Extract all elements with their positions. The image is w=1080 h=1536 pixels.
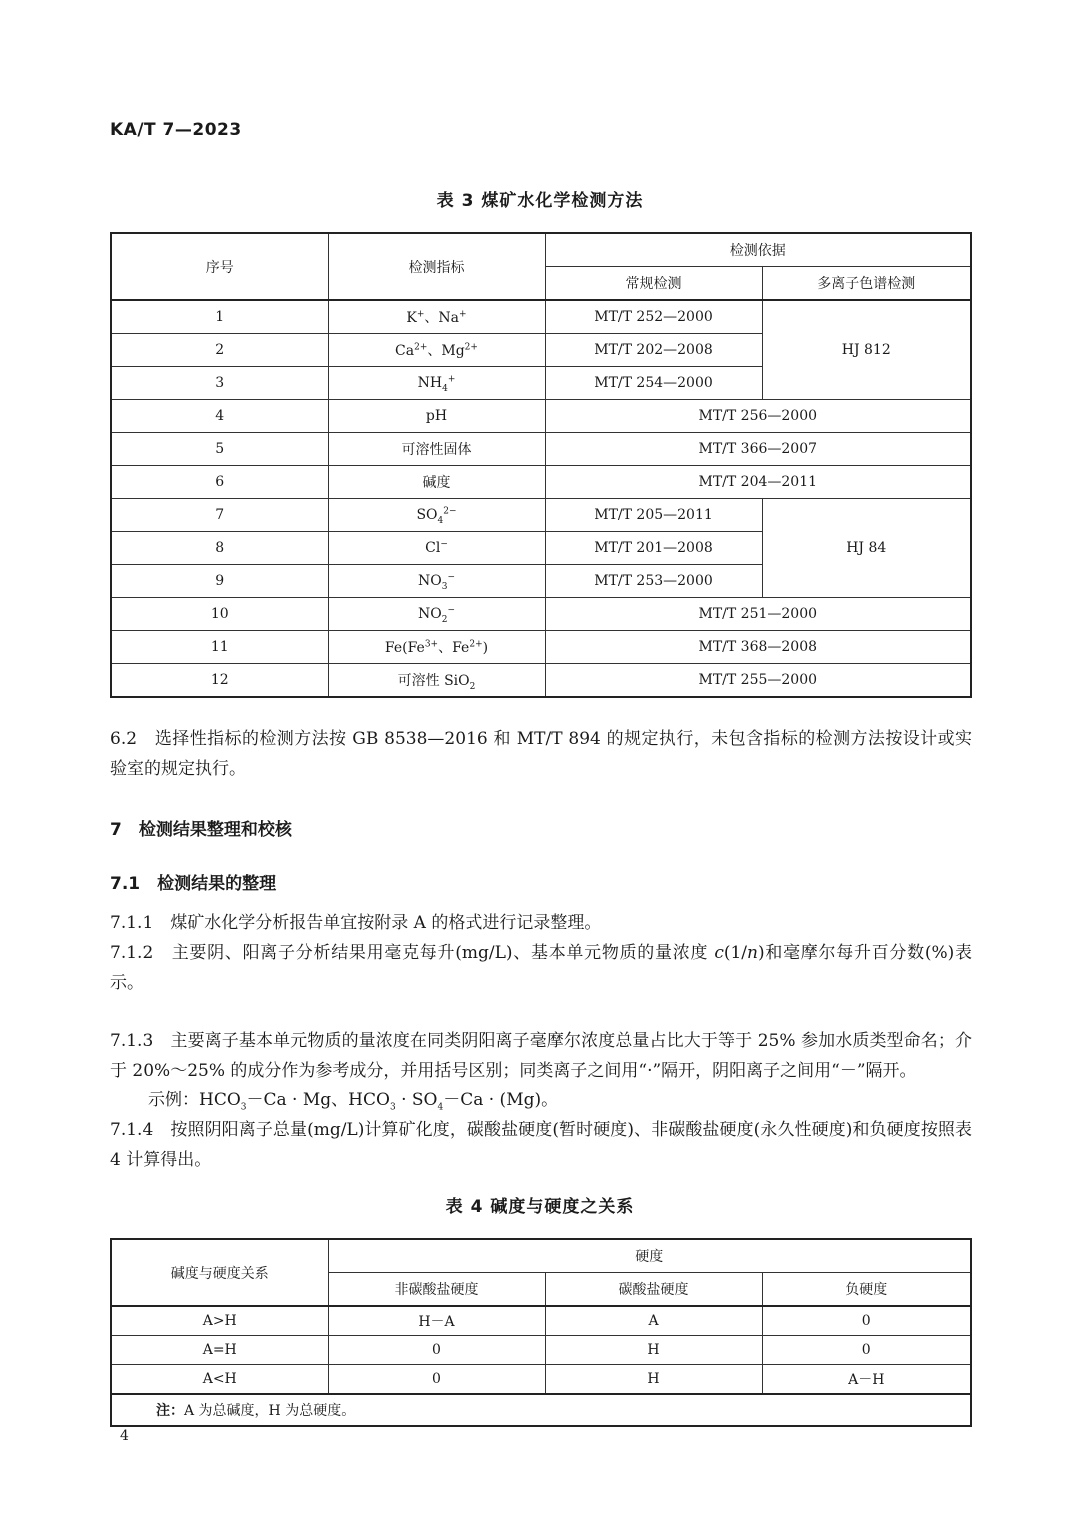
header-carb: 碳酸盐硬度 — [545, 1273, 762, 1307]
table-row — [111, 400, 971, 433]
noncarb-cell: H－A — [328, 1306, 545, 1336]
seq-cell: 8 — [111, 532, 328, 565]
carb-cell: A — [545, 1306, 762, 1336]
seq-cell: 1 — [111, 300, 328, 334]
paragraph-7-1-4: 7.1.4 按照阴阳离子总量(mg/L)计算矿化度，碳酸盐硬度(暂时硬度)、非碳酸盐硬度(永久性硬度)和负硬度按照表 4 计算得出。 — [110, 1120, 972, 1170]
table-row — [111, 433, 971, 466]
table3-title: 表 3 煤矿水化学检测方法 — [436, 191, 644, 211]
indicator-cell: $NO_2^-$ — [328, 598, 545, 631]
seq-cell: 3 — [111, 367, 328, 400]
seq-cell: 6 — [111, 466, 328, 499]
regular-cell: MT/T 252—2000 — [545, 300, 762, 334]
header-basis: 检测依据 — [545, 233, 971, 267]
heading-7-1: 7.1 检测结果的整理 — [110, 874, 277, 894]
relation-cell: A=H — [111, 1336, 328, 1365]
indicator-cell: $SO_4^{2-}$ — [328, 499, 545, 532]
neg-cell: 0 — [762, 1336, 971, 1365]
relation-cell: A>H — [111, 1306, 328, 1336]
seq-cell: 10 — [111, 598, 328, 631]
header-seq: 序号 — [111, 233, 328, 300]
merged-cell: MT/T 204—2011 — [545, 466, 971, 499]
carb-cell: H — [545, 1336, 762, 1365]
header-noncarb: 非碳酸盐硬度 — [328, 1273, 545, 1307]
seq-cell: 7 — [111, 499, 328, 532]
merged-cell: MT/T 251—2000 — [545, 598, 971, 631]
noncarb-cell: 0 — [328, 1365, 545, 1395]
carb-cell: H — [545, 1365, 762, 1395]
table4 — [110, 1238, 972, 1427]
merged-cell: MT/T 366—2007 — [545, 433, 971, 466]
indicator-cell: $NO_3^-$ — [328, 565, 545, 598]
indicator-cell: $Ca^{2+}$、$Mg^{2+}$ — [328, 334, 545, 367]
table4-title: 表 4 碱度与硬度之关系 — [445, 1197, 635, 1217]
header-indicator: 检测指标 — [328, 233, 545, 300]
neg-cell: 0 — [762, 1306, 971, 1336]
paragraph-7-1-2: 7.1.2 主要阴、阳离子分析结果用毫克每升(mg/L)、基本单元物质的量浓度 c(1/n)和毫摩尔每升百分数(%)表示。 — [110, 943, 972, 993]
indicator-cell: 碱度 — [328, 466, 545, 499]
regular-cell: MT/T 202—2008 — [545, 334, 762, 367]
regular-cell: MT/T 205—2011 — [545, 499, 762, 532]
paragraph-7-1-1: 7.1.1 煤矿水化学分析报告单宜按附录 A 的格式进行记录整理。 — [110, 913, 602, 933]
table-row — [111, 466, 971, 499]
seq-cell: 9 — [111, 565, 328, 598]
indicator-cell: Cl− — [328, 532, 545, 565]
indicator-cell: $Fe(Fe^{3+}$、$Fe^{2+}$) — [328, 631, 545, 664]
seq-cell: 2 — [111, 334, 328, 367]
indicator-cell: 可溶性 SiO$_2$ — [328, 664, 545, 698]
regular-cell: MT/T 201—2008 — [545, 532, 762, 565]
example-line: 示例：$HCO_3-Ca \cdot Mg$、$HCO_3 \cdot SO_4-Ca \cdot (Mg)$。 — [148, 1090, 559, 1113]
merged-cell: MT/T 368—2008 — [545, 631, 971, 664]
document-code: KA/T 7—2023 — [110, 120, 242, 140]
table-row — [111, 631, 971, 664]
page-number: 4 — [120, 1428, 129, 1444]
multi-cell: HJ 84 — [762, 499, 971, 598]
paragraph-6-2: 6.2 选择性指标的检测方法按 GB 8538—2016 和 MT/T 894 的规定执行，未包含指标的检测方法按设计或实验室的规定执行。 — [110, 729, 972, 779]
table-row — [111, 1365, 971, 1395]
header-regular: 常规检测 — [545, 267, 762, 301]
paragraph-7-1-3: 7.1.3 主要离子基本单元物质的量浓度在同类阴阳离子毫摩尔浓度总量占比大于等于 25% 参加水质类型命名；介于 20%～25% 的成分作为参考成分，并用括号区别；同类离子之间用“·”隔开，阴阳离子之间用“－”隔开。 — [110, 1031, 972, 1081]
indicator-cell: 可溶性固体 — [328, 433, 545, 466]
multi-cell: HJ 812 — [762, 300, 971, 400]
table3 — [110, 232, 972, 698]
merged-cell: MT/T 255—2000 — [545, 664, 971, 698]
merged-cell: MT/T 256—2000 — [545, 400, 971, 433]
table-row — [111, 598, 971, 631]
table4-note: 注：A 为总碱度，H 为总硬度。 — [111, 1394, 971, 1426]
table-row — [111, 1336, 971, 1365]
neg-cell: A－H — [762, 1365, 971, 1395]
relation-cell: A<H — [111, 1365, 328, 1395]
regular-cell: MT/T 254—2000 — [545, 367, 762, 400]
regular-cell: MT/T 253—2000 — [545, 565, 762, 598]
heading-7: 7 检测结果整理和校核 — [110, 820, 292, 840]
indicator-cell: pH — [328, 400, 545, 433]
header-neg: 负硬度 — [762, 1273, 971, 1307]
seq-cell: 4 — [111, 400, 328, 433]
table-row — [111, 664, 971, 698]
seq-cell: 11 — [111, 631, 328, 664]
indicator-cell: K+、Na+ — [328, 300, 545, 334]
table-row — [111, 499, 971, 532]
indicator-cell: $NH_4^+$ — [328, 367, 545, 400]
header-hardness: 硬度 — [328, 1239, 971, 1273]
header-relation: 碱度与硬度关系 — [111, 1239, 328, 1306]
seq-cell: 5 — [111, 433, 328, 466]
table-row — [111, 300, 971, 334]
table-row — [111, 1306, 971, 1336]
seq-cell: 12 — [111, 664, 328, 698]
header-multi: 多离子色谱检测 — [762, 267, 971, 301]
noncarb-cell: 0 — [328, 1336, 545, 1365]
